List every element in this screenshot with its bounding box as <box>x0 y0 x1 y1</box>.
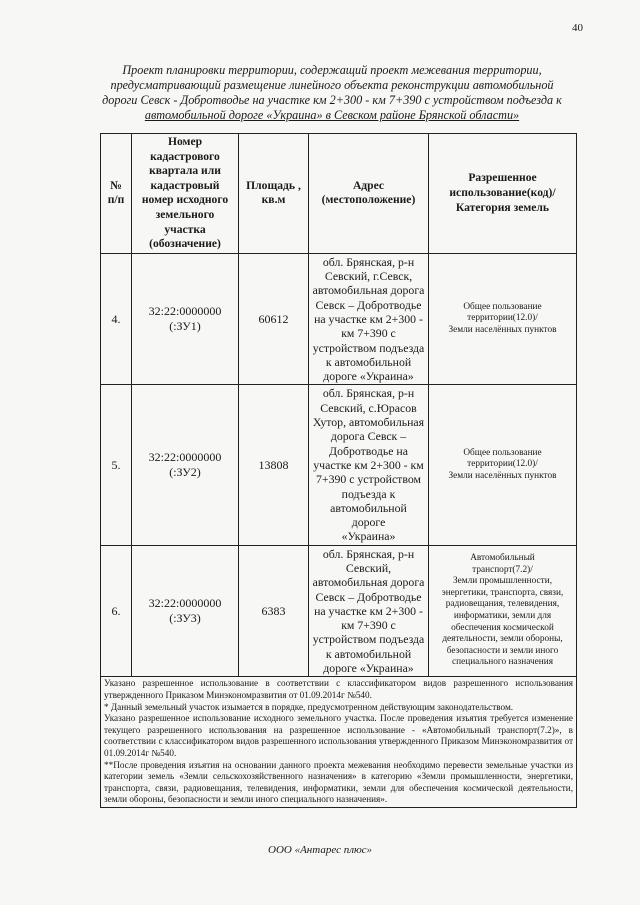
cadastral-quarter: 32:22:0000000 <box>148 450 222 465</box>
cadastral-number <box>132 385 239 545</box>
plot-area: 13808 <box>239 385 309 545</box>
header-cadastral: Номер кадастрового квартала или кадастровый номер исходного земельного участка (обозначение) <box>132 134 239 254</box>
note-paragraph: Указано разрешенное использование исходного земельного участка. После проведения изъятия требуется изменение текущего разрешенного использования на разрешенное использование - «Автомобильный транспорт(7.2)», в соответствии с классификатором видов разрешенного использования утвержденного Приказом Минэкономразвития от 01.09.2014г №540. <box>104 713 573 758</box>
land-plots-table <box>100 133 577 808</box>
title-line: Проект планировки территории, содержащий проект межевания территории, <box>122 63 542 77</box>
plot-designation: (:ЗУ2) <box>169 465 201 480</box>
table-row <box>101 253 577 385</box>
table-header-row <box>101 134 577 254</box>
note-paragraph: **После проведения изъятия на основании данного проекта межевания необходимо перевести земельные участки из категории земель «Земли сельскохозяйственного назначения» в категорию «Земли промышленности, энергетики, транспорта, связи, радиовещания, телевидения, информатики, земли для обеспечения космической деятельности, земли обороны, безопасности и земли иного специального назначения». <box>104 759 573 805</box>
row-number: 5. <box>101 385 132 545</box>
plot-address: обл. Брянская, р-н Севский, г.Севск, автомобильная дорога Севск – Добротводье на участке км 2+300 - км 7+390 с устройством подъезда к автомобильной дороге «Украина» <box>309 253 429 385</box>
notes-row <box>101 677 577 808</box>
row-number: 6. <box>101 545 132 677</box>
title-line: автомобильной дороге «Украина» в Севском районе Брянской области» <box>144 108 520 122</box>
document-title <box>100 63 564 123</box>
note-paragraph: * Данный земельный участок изымается в порядке, предусмотренном действующим законодательством. <box>104 701 514 712</box>
plot-address: обл. Брянская, р-н Севский, автомобильная дорога Севск – Добротводье на участке км 2+300 - км 7+390 с устройством подъезда к автомобильной дороге «Украина» <box>309 545 429 677</box>
header-area: Площадь , кв.м <box>239 134 309 254</box>
cadastral-quarter: 32:22:0000000 <box>148 596 222 611</box>
row-number: 4. <box>101 253 132 385</box>
permitted-use: Автомобильный транспорт(7.2)/ Земли промышленности, энергетики, транспорта, связи, радиовещания, телевидения, информатики, земли для обеспечения космической деятельности, земли обороны, безопасности и земли иного специального назначения <box>429 545 577 677</box>
cadastral-quarter: 32:22:0000000 <box>148 304 222 319</box>
cadastral-number <box>132 253 239 385</box>
cadastral-number <box>132 545 239 677</box>
header-use: Разрешенное использование(код)/ Категория земель <box>429 134 577 254</box>
plot-designation: (:ЗУ1) <box>169 319 201 334</box>
header-num: № п/п <box>101 134 132 254</box>
plot-address: обл. Брянская, р-н Севский, с.Юрасов Хутор, автомобильная дорога Севск – Добротводье на участке км 2+300 - км 7+390 с устройством подъезда к автомобильной дороге «Украина» <box>309 385 429 545</box>
header-address: Адрес (местоположение) <box>309 134 429 254</box>
title-line: дороги Севск - Добротводье на участке км 2+300 - км 7+390 с устройством подъезда к <box>102 93 562 107</box>
permitted-use: Общее пользование территории(12.0)/ Земли населённых пунктов <box>429 385 577 545</box>
plot-designation: (:ЗУ3) <box>169 611 201 626</box>
permitted-use: Общее пользование территории(12.0)/ Земли населённых пунктов <box>429 253 577 385</box>
page-number: 40 <box>572 22 583 34</box>
note-paragraph: Указано разрешенное использование в соответствии с классификатором видов разрешенного использования утвержденного Приказом Минэкономразвития от 01.09.2014г №540. <box>104 678 573 700</box>
table-notes <box>101 677 577 808</box>
title-line: предусматривающий размещение линейного объекта реконструкции автомобильной <box>110 78 554 92</box>
plot-area: 6383 <box>239 545 309 677</box>
plot-area: 60612 <box>239 253 309 385</box>
footer-company: ООО «Антарес плюс» <box>268 844 372 856</box>
table-row <box>101 385 577 545</box>
table-row <box>101 545 577 677</box>
